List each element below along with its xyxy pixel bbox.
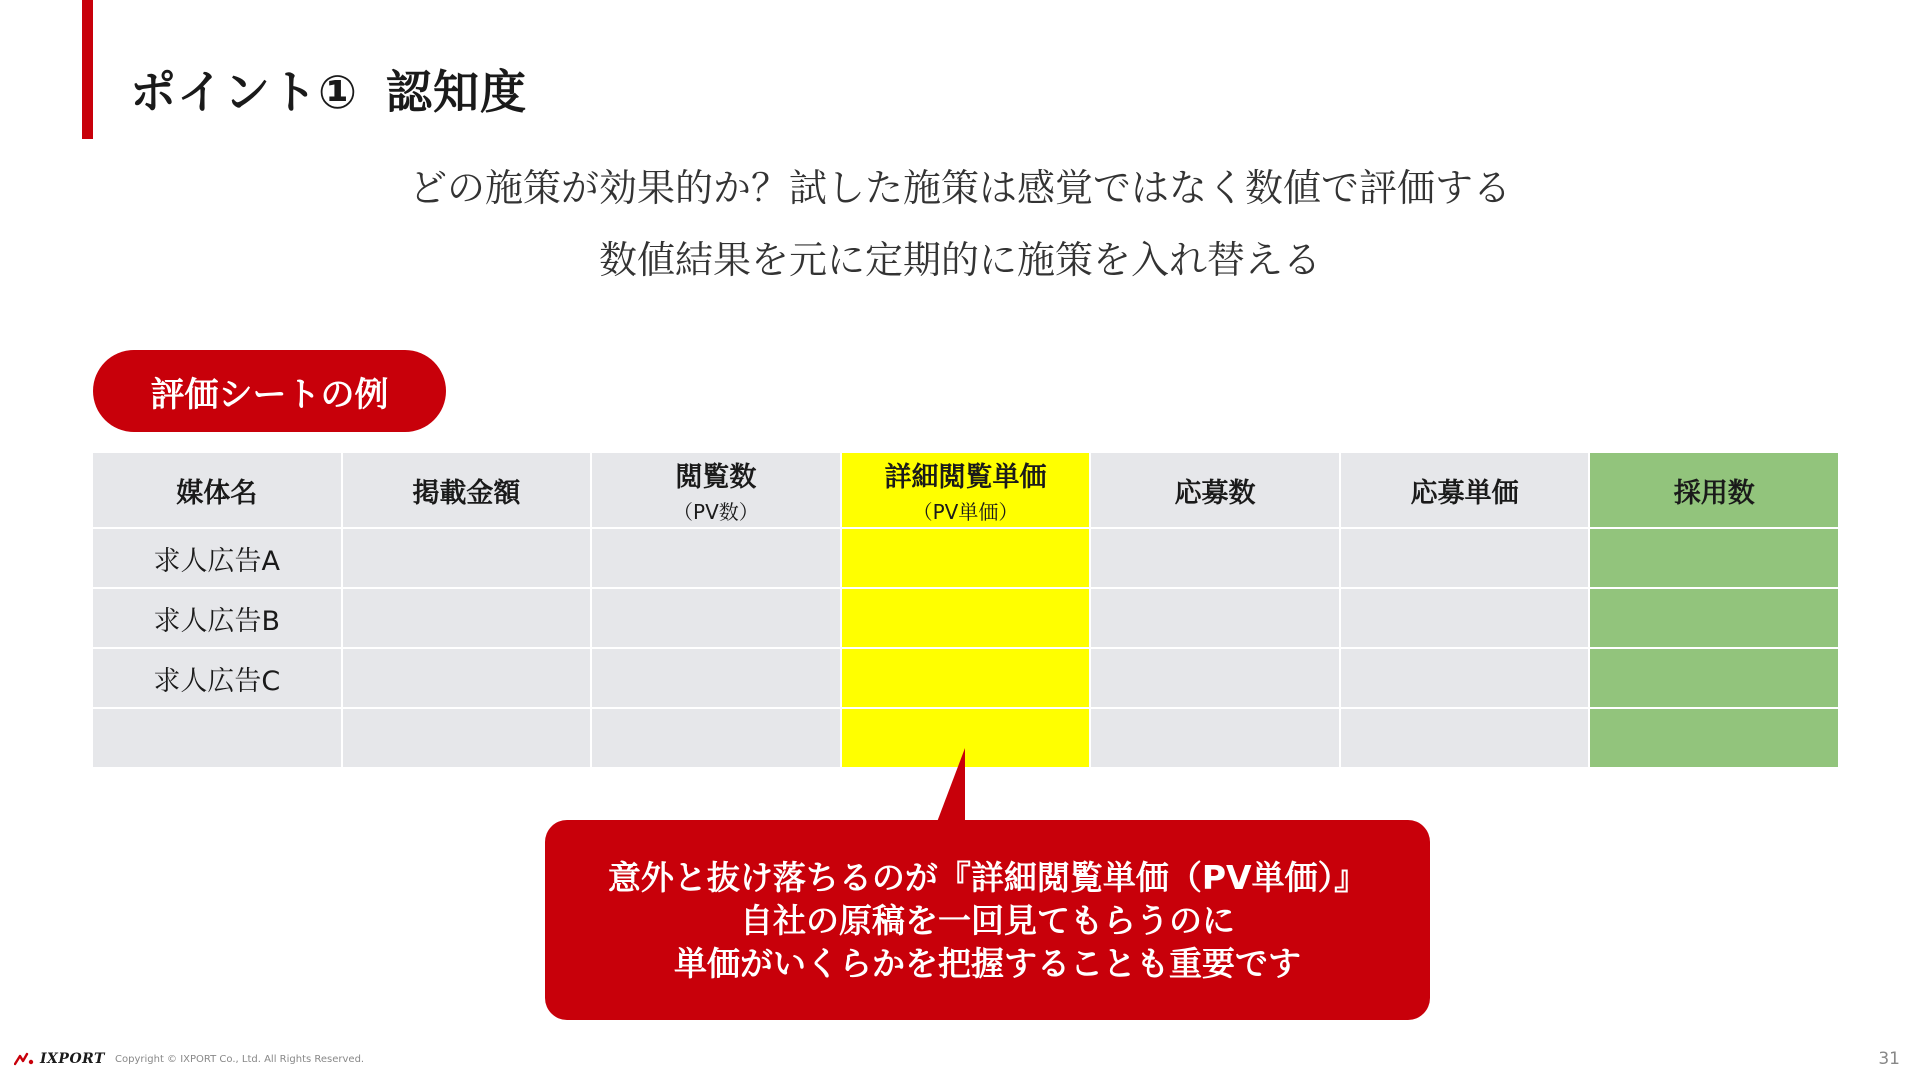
header-sublabel: （PV数）	[673, 500, 759, 524]
header-label: 詳細閲覧単価	[884, 462, 1047, 493]
callout-line-1: 意外と抜け落ちるのが『詳細閲覧単価（PV単価）』	[607, 857, 1368, 897]
evaluation-table	[93, 453, 1838, 767]
copyright-text: Copyright © IXPORT Co., Ltd. All Rights Reserved.	[115, 1054, 365, 1065]
subtitle-line-1: どの施策が効果的か？試した施策は感覚ではなく数値で評価する	[408, 166, 1511, 210]
example-badge: 評価シートの例	[93, 350, 446, 432]
brand-name: IXPORT	[40, 1051, 105, 1067]
callout-line-2: 自社の原稿を一回見てもらうのに	[740, 900, 1235, 940]
header-views	[592, 453, 840, 527]
header-label: 応募数	[1174, 477, 1256, 509]
table-cell	[1091, 529, 1339, 587]
table-cell-media: 求人広告C	[93, 649, 341, 707]
slide-title	[130, 56, 527, 122]
table-cell	[1341, 529, 1589, 587]
table-cell-media: 求人広告B	[93, 589, 341, 647]
table-cell	[1341, 649, 1589, 707]
table-cell	[842, 529, 1090, 587]
table-cell	[343, 709, 591, 767]
header-sublabel: （PV単価）	[912, 500, 1019, 524]
header-media-name	[93, 453, 341, 527]
brand-mark-icon	[14, 1052, 36, 1066]
table-cell	[1590, 649, 1838, 707]
table-cell	[1341, 589, 1589, 647]
table-cell	[1091, 649, 1339, 707]
table-cell	[1590, 709, 1838, 767]
header-label: 採用数	[1673, 477, 1755, 509]
title-accent-bar	[82, 0, 93, 139]
table-cell	[1590, 589, 1838, 647]
table-cell	[592, 529, 840, 587]
table-cell	[842, 589, 1090, 647]
header-applications	[1091, 453, 1339, 527]
table-cell	[343, 649, 591, 707]
table-cell	[592, 649, 840, 707]
title-topic: 認知度	[385, 65, 527, 119]
table-cell	[343, 529, 591, 587]
footer-logo	[14, 1051, 105, 1067]
header-application-unit-price	[1341, 453, 1589, 527]
page-number: 31	[1878, 1049, 1900, 1069]
header-label: 応募単価	[1410, 477, 1519, 509]
header-label: 掲載金額	[412, 477, 521, 509]
table-cell	[343, 589, 591, 647]
table-cell	[1341, 709, 1589, 767]
header-cost	[343, 453, 591, 527]
header-pv-unit-price	[842, 453, 1090, 527]
table-cell	[842, 709, 1090, 767]
subtitle-line-2: 数値結果を元に定期的に施策を入れ替える	[598, 238, 1321, 282]
header-label: 閲覧数	[675, 462, 757, 493]
table-cell	[842, 649, 1090, 707]
table-cell-media	[93, 709, 341, 767]
table-cell	[1091, 589, 1339, 647]
callout-line-3: 単価がいくらかを把握することも重要です	[674, 943, 1301, 983]
table-cell	[592, 709, 840, 767]
header-label: 媒体名	[176, 477, 258, 509]
title-point: ポイント①	[130, 65, 358, 119]
table-cell	[1091, 709, 1339, 767]
header-hires	[1590, 453, 1838, 527]
table-cell	[592, 589, 840, 647]
table-cell-media: 求人広告A	[93, 529, 341, 587]
callout-box	[545, 820, 1430, 1020]
table-cell	[1590, 529, 1838, 587]
